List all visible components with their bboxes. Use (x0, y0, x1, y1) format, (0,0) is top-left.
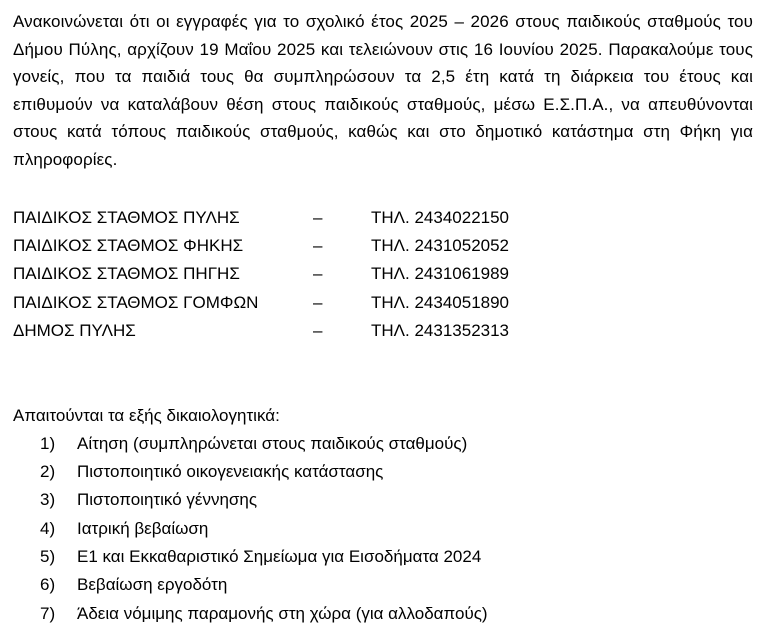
contact-name: ΠΑΙΔΙΚΟΣ ΣΤΑΘΜΟΣ ΠΗΓΗΣ (13, 264, 240, 284)
contact-dash: – (313, 264, 323, 284)
contact-phone: ΤΗΛ. 2434051890 (371, 292, 510, 312)
contact-name: ΠΑΙΔΙΚΟΣ ΣΤΑΘΜΟΣ ΓΟΜΦΩΝ (13, 292, 259, 312)
contact-dash: – (313, 321, 323, 341)
document-page (13, 0, 753, 628)
document-item (13, 571, 753, 599)
document-text: Βεβαίωση εργοδότη (77, 575, 228, 595)
document-item (13, 430, 753, 458)
contact-name: ΠΑΙΔΙΚΟΣ ΣΤΑΘΜΟΣ ΠΥΛΗΣ (13, 207, 240, 227)
document-text: Άδεια νόμιμης παραμονής στη χώρα (για αλλοδαπούς) (77, 603, 488, 623)
contact-phone: ΤΗΛ. 2431061989 (371, 264, 510, 284)
document-item (13, 600, 753, 628)
contact-row (13, 289, 753, 317)
contact-dash: – (313, 235, 323, 255)
documents-list (13, 430, 753, 629)
document-number: 7) (40, 603, 56, 623)
document-number: 5) (40, 547, 56, 567)
document-number: 2) (40, 461, 56, 481)
document-text: Πιστοποιητικό οικογενειακής κατάστασης (77, 461, 384, 481)
announcement-sentence-1: Ανακοινώνεται ότι οι εγγραφές για το σχολικό έτος 2025 – 2026 στους παιδικούς σταθμούς του Δήμου Πύλης, αρχίζουν 19 Μαΐου 2025 και τελειώνουν στις 16 Ιουνίου 2025. (13, 12, 753, 59)
contact-phone: ΤΗΛ. 2431352313 (371, 321, 510, 341)
contact-row (13, 204, 753, 232)
document-item (13, 486, 753, 514)
document-number: 4) (40, 518, 56, 538)
announcement-paragraph (13, 0, 753, 174)
document-item (13, 515, 753, 543)
document-item (13, 458, 753, 486)
contact-phone: ΤΗΛ. 2434022150 (371, 207, 510, 227)
contact-name: ΔΗΜΟΣ ΠΥΛΗΣ (13, 321, 136, 341)
document-text: Ιατρική βεβαίωση (77, 518, 209, 538)
contact-dash: – (313, 292, 323, 312)
document-number: 6) (40, 575, 56, 595)
contact-row (13, 260, 753, 288)
document-text: Ε1 και Εκκαθαριστικό Σημείωμα για Εισοδήματα 2024 (77, 547, 482, 567)
document-text: Πιστοποιητικό γέννησης (77, 490, 258, 510)
contact-phone: ΤΗΛ. 2431052052 (371, 235, 510, 255)
document-text: Αίτηση (συμπληρώνεται στους παιδικούς σταθμούς) (77, 433, 468, 453)
contact-list (13, 204, 753, 346)
document-item (13, 543, 753, 571)
contact-row (13, 232, 753, 260)
announcement-sentence-2: Παρακαλούμε τους γονείς, που τα παιδιά τους θα συμπληρώσουν τα 2,5 έτη κατά τη διάρκεια του έτους και επιθυμούν να καταλάβουν θέση στους παιδικούς σταθμούς, μέσω Ε.Σ.Π.Α., να απευθύνονται στους κατά τόπους παιδικούς σταθμούς, καθώς και στο δημοτικό κατάστημα στη Φήκη για πληροφορίες. (13, 39, 754, 169)
document-number: 3) (40, 490, 56, 510)
documents-heading: Απαιτούνται τα εξής δικαιολογητικά: (13, 405, 280, 425)
contact-row (13, 317, 753, 345)
contact-dash: – (313, 207, 323, 227)
contact-name: ΠΑΙΔΙΚΟΣ ΣΤΑΘΜΟΣ ΦΗΚΗΣ (13, 235, 244, 255)
document-number: 1) (40, 433, 56, 453)
